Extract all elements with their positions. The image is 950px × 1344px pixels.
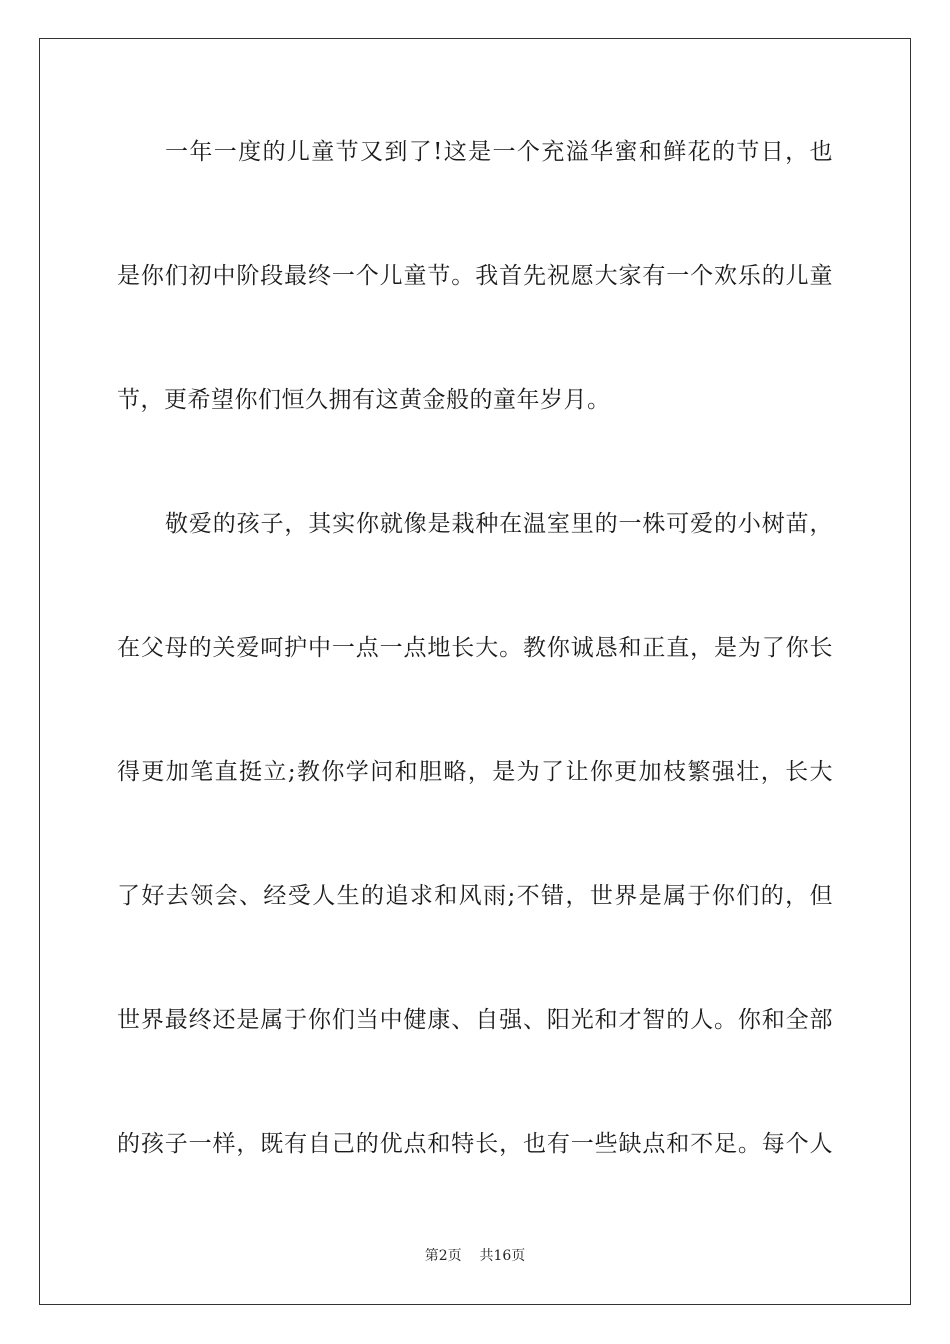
- page-number: 第2页: [424, 1248, 462, 1264]
- page-footer: [0, 1247, 950, 1265]
- paragraph-2-line-6: 的孩子一样，既有自己的优点和特长，也有一些缺点和不足。每个人: [117, 1131, 833, 1157]
- page-border: [39, 38, 911, 1305]
- paragraph-1-line-1: 一年一度的儿童节又到了!这是一个充溢华蜜和鲜花的节日，也: [165, 139, 833, 165]
- paragraph-2-line-2: 在父母的关爱呵护中一点一点地长大。教你诚恳和正直，是为了你长: [117, 635, 833, 661]
- page-total: 共16页: [479, 1248, 526, 1264]
- paragraph-2-line-1: 敬爱的孩子，其实你就像是栽种在温室里的一株可爱的小树苗，: [165, 511, 833, 537]
- paragraph-1-line-2: 是你们初中阶段最终一个儿童节。我首先祝愿大家有一个欢乐的儿童: [117, 263, 833, 289]
- paragraph-2-line-5: 世界最终还是属于你们当中健康、自强、阳光和才智的人。你和全部: [117, 1007, 833, 1033]
- paragraph-2-line-3: 得更加笔直挺立;教你学问和胆略，是为了让你更加枝繁强壮，长大: [117, 759, 833, 785]
- paragraph-2-line-4: 了好去领会、经受人生的追求和风雨;不错，世界是属于你们的，但: [117, 883, 833, 909]
- paragraph-1-line-3: 节，更希望你们恒久拥有这黄金般的童年岁月。: [117, 387, 611, 413]
